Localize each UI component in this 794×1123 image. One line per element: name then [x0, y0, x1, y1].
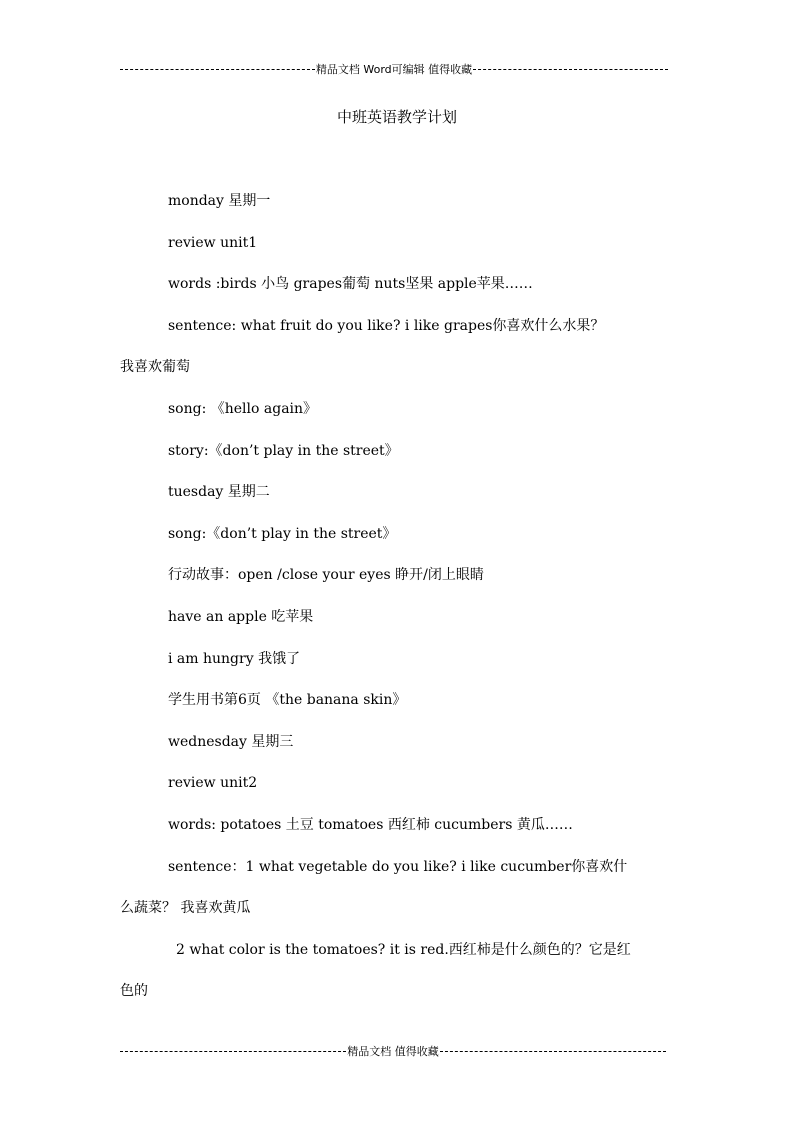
body-line: sentence: what fruit do you like? i like grapes你喜欢什么水果？	[168, 317, 605, 334]
body-line: monday 星期一	[168, 193, 271, 209]
body-line: words: potatoes 土豆 tomatoes 西红柿 cucumbers 黄瓜……	[168, 816, 573, 833]
body-line: review unit2	[168, 775, 258, 792]
body-line: 么蔬菜？ 我喜欢黄瓜	[120, 900, 251, 917]
body-line: sentence：1 what vegetable do you like? i like cucumber你喜欢什	[168, 858, 628, 875]
body-line: song:《don’t play in the street》	[168, 525, 397, 542]
footer-banner	[120, 1043, 666, 1059]
footer-dashed-rule-right	[440, 1051, 666, 1052]
body-line: words :birds 小鸟 grapes葡萄 nuts坚果 apple苹果……	[168, 276, 533, 293]
body-line: tuesday 星期二	[168, 484, 270, 501]
body-line: have an apple 吃苹果	[168, 608, 314, 625]
body-line: 我喜欢葡萄	[120, 359, 190, 376]
body-line: story:《don’t play in the street》	[168, 442, 399, 459]
document-title: 中班英语教学计划	[336, 108, 457, 126]
body-line: 行动故事：open /close your eyes 睁开/闭上眼睛	[168, 567, 484, 584]
body-line: i am hungry 我饿了	[168, 650, 301, 667]
footer-dashed-rule-left	[120, 1051, 346, 1052]
body-line: review unit1	[168, 234, 258, 251]
body-line: 色的	[120, 983, 148, 1000]
header-dashed-rule-left	[120, 69, 315, 70]
footer-banner-label: 精品文档 值得收藏	[347, 1045, 439, 1058]
body-line: wednesday 星期三	[168, 733, 294, 750]
body-line: 2 what color is the tomatoes? it is red.西红柿是什么颜色的？它是红	[176, 941, 631, 958]
header-banner-label: 精品文档 Word可编辑 值得收藏	[315, 63, 473, 76]
body-line: 学生用书第6页 《the banana skin》	[168, 692, 407, 709]
header-banner	[120, 61, 668, 77]
document-body	[120, 186, 680, 1018]
body-line: song: 《hello again》	[168, 400, 318, 417]
header-dashed-rule-right	[473, 69, 668, 70]
